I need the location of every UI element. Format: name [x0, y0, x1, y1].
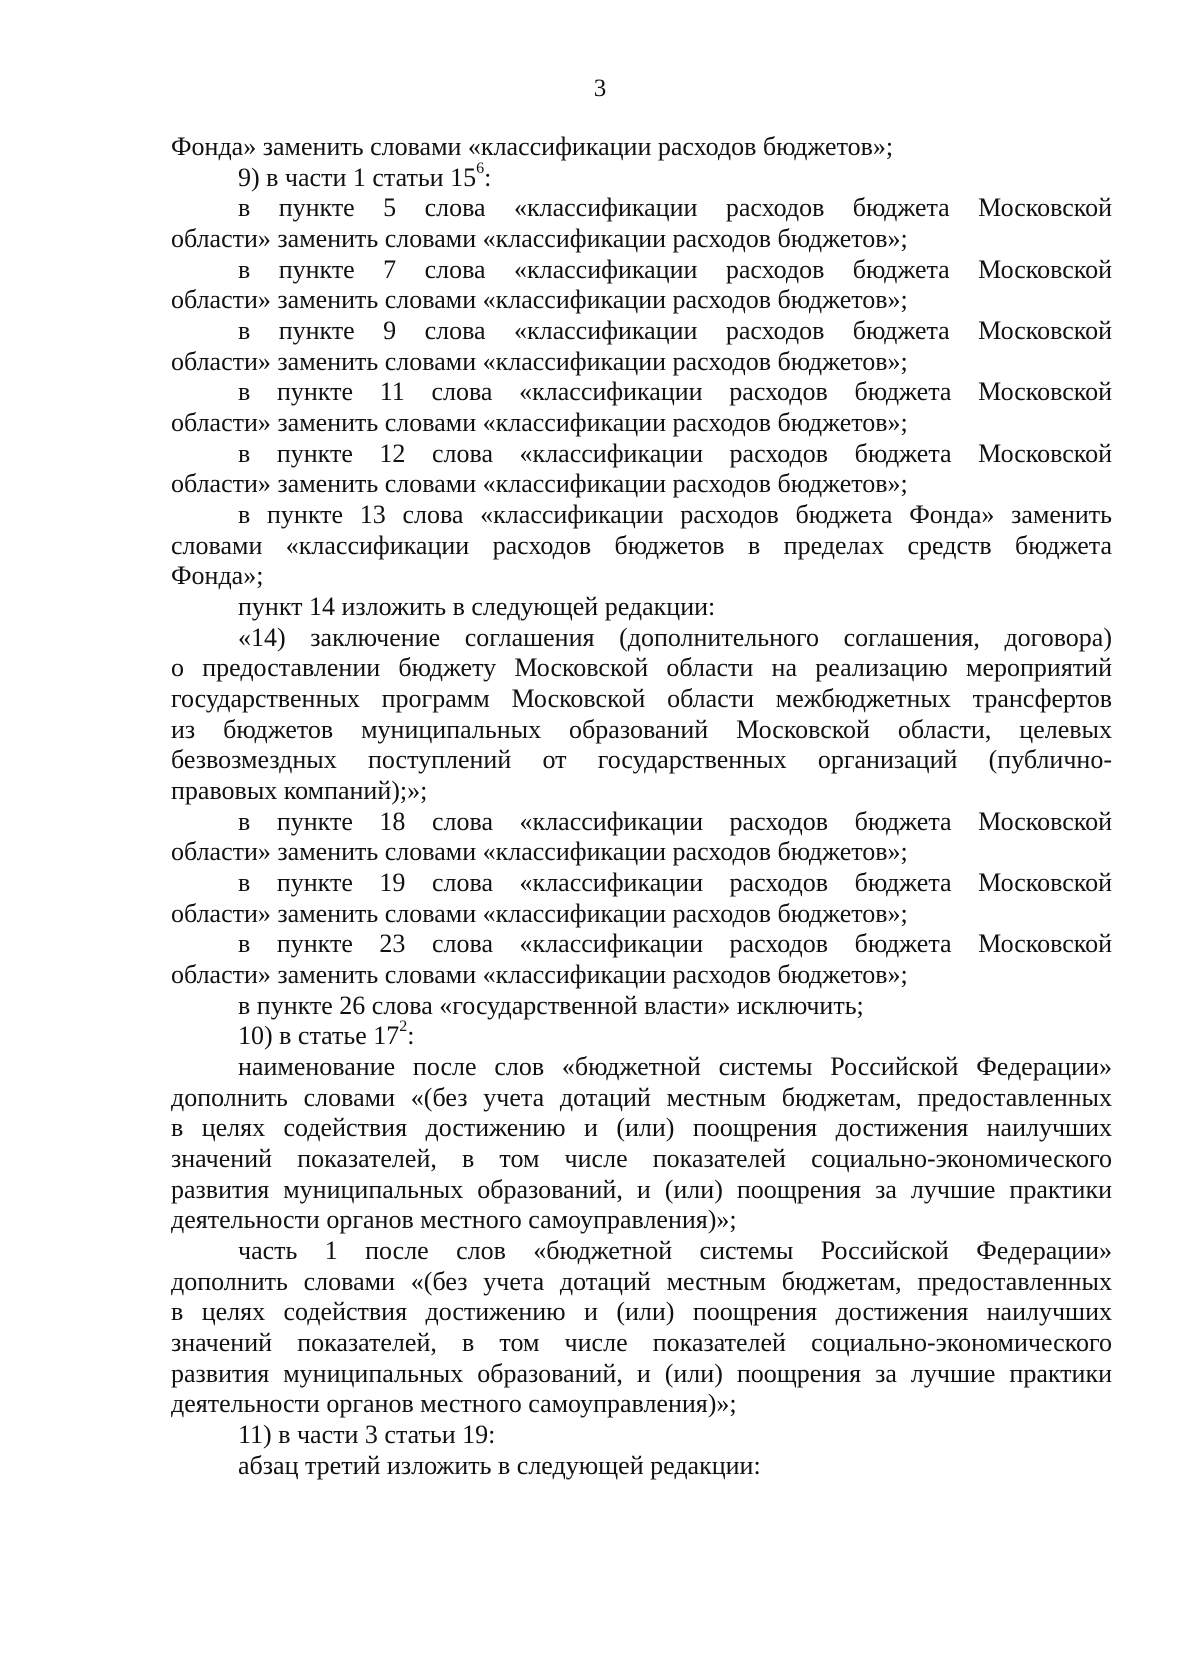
line-text: области» заменить словами «классификации расходов бюджетов»;: [171, 469, 908, 498]
line-text: области» заменить словами «классификации расходов бюджетов»;: [171, 837, 908, 866]
text-line: [171, 714, 1112, 746]
line-text: в пункте 11 слова «классификации расходов бюджета Московской: [238, 377, 1112, 406]
line-text: значений показателей, в том числе показателей социально-экономического: [171, 1144, 1112, 1173]
text-line: [171, 1296, 1112, 1328]
text-line: [238, 990, 864, 1022]
text-line: [238, 1051, 1112, 1083]
line-text: области» заменить словами «классификации расходов бюджетов»;: [171, 899, 908, 928]
line-text: часть 1 после слов «бюджетной системы Российской Федерации»: [238, 1236, 1112, 1265]
text-line: [171, 530, 1112, 562]
line-text: в пункте 12 слова «классификации расходов бюджета Московской: [238, 439, 1112, 468]
text-line: [238, 1235, 1112, 1267]
text-line: [171, 1266, 1112, 1298]
line-text: в целях содействия достижению и (или) поощрения достижения наилучших: [171, 1297, 1112, 1326]
text-line: [171, 1082, 1112, 1114]
text-line: [171, 683, 1112, 715]
text-line: [171, 959, 908, 991]
line-text: деятельности органов местного самоуправления)»;: [171, 1389, 737, 1418]
text-line: [171, 346, 908, 378]
line-text: наименование после слов «бюджетной системы Российской Федерации»: [238, 1052, 1112, 1081]
text-line: [238, 1419, 495, 1451]
line-text: дополнить словами «(без учета дотаций местным бюджетам, предоставленных: [171, 1083, 1112, 1112]
text-line: [238, 192, 1112, 224]
line-text: «14) заключение соглашения (дополнительного соглашения, договора): [238, 623, 1112, 652]
text-line: [171, 284, 908, 316]
line-tail: :: [484, 163, 492, 192]
line-text: в пункте 23 слова «классификации расходов бюджета Московской: [238, 929, 1112, 958]
line-text: значений показателей, в том числе показателей социально-экономического: [171, 1328, 1112, 1357]
line-text: Фонда»;: [171, 561, 264, 590]
line-text: Фонда» заменить словами «классификации расходов бюджетов»;: [171, 132, 894, 161]
line-text: государственных программ Московской области межбюджетных трансфертов: [171, 684, 1112, 713]
line-text: правовых компаний);»;: [171, 776, 428, 805]
text-line: [171, 1112, 1112, 1144]
text-line: [238, 867, 1112, 899]
line-text: в пункте 19 слова «классификации расходов бюджета Московской: [238, 868, 1112, 897]
line-text: развития муниципальных образований, и (или) поощрения за лучшие практики: [171, 1175, 1112, 1204]
line-text: в пункте 7 слова «классификации расходов бюджета Московской: [238, 255, 1112, 284]
text-line: [238, 376, 1112, 408]
text-line: [238, 591, 715, 623]
line-text: 10) в статье 17: [238, 1021, 400, 1050]
line-text: в целях содействия достижению и (или) поощрения достижения наилучших: [171, 1113, 1112, 1142]
line-text: дополнить словами «(без учета дотаций местным бюджетам, предоставленных: [171, 1267, 1112, 1296]
text-line: [238, 499, 1112, 531]
text-line: [171, 1358, 1112, 1390]
text-line: [171, 1388, 737, 1420]
superscript-index: 2: [399, 1018, 408, 1036]
text-line: [171, 131, 893, 163]
text-line: [171, 836, 908, 868]
line-text: в пункте 13 слова «классификации расходов бюджета Фонда» заменить: [238, 500, 1112, 529]
text-line: [238, 806, 1112, 838]
line-text: в пункте 9 слова «классификации расходов бюджета Московской: [238, 316, 1112, 345]
line-text: развития муниципальных образований, и (или) поощрения за лучшие практики: [171, 1359, 1112, 1388]
text-line: [171, 1327, 1112, 1359]
line-text: 11) в части 3 статьи 19:: [238, 1420, 496, 1449]
text-line: [171, 1204, 737, 1236]
line-tail: :: [407, 1021, 415, 1050]
line-text: области» заменить словами «классификации расходов бюджетов»;: [171, 960, 908, 989]
text-line: [171, 223, 908, 255]
line-text: безвозмездных поступлений от государственных организаций (публично-: [171, 745, 1112, 774]
line-text: 9) в части 1 статьи 15: [238, 163, 477, 192]
line-text: словами «классификации расходов бюджетов в пределах средств бюджета: [171, 531, 1112, 560]
text-line: [238, 315, 1112, 347]
line-text: области» заменить словами «классификации расходов бюджетов»;: [171, 224, 908, 253]
text-line: [238, 438, 1112, 470]
line-text: деятельности органов местного самоуправления)»;: [171, 1205, 737, 1234]
superscript-index: 6: [476, 160, 485, 178]
text-line: [171, 652, 1112, 684]
text-line: [171, 898, 908, 930]
line-text: области» заменить словами «классификации расходов бюджетов»;: [171, 285, 908, 314]
text-line: [171, 775, 427, 807]
line-text: из бюджетов муниципальных образований Московской области, целевых: [171, 715, 1112, 744]
text-line: [238, 928, 1112, 960]
text-line: [238, 1020, 415, 1052]
text-line: [171, 1174, 1112, 1206]
text-line: [171, 560, 263, 592]
line-text: в пункте 18 слова «классификации расходов бюджета Московской: [238, 807, 1112, 836]
text-line: [238, 622, 1112, 654]
text-line: [238, 162, 491, 194]
line-text: абзац третий изложить в следующей редакции:: [238, 1451, 761, 1480]
text-line: [171, 407, 908, 439]
text-line: [238, 1450, 761, 1482]
text-line: [238, 254, 1112, 286]
line-text: в пункте 26 слова «государственной власти» исключить;: [238, 991, 864, 1020]
line-text: в пункте 5 слова «классификации расходов бюджета Московской: [238, 193, 1112, 222]
page-number: 3: [593, 75, 607, 102]
line-text: области» заменить словами «классификации расходов бюджетов»;: [171, 347, 908, 376]
text-line: [171, 1143, 1112, 1175]
line-text: области» заменить словами «классификации расходов бюджетов»;: [171, 408, 908, 437]
line-text: пункт 14 изложить в следующей редакции:: [238, 592, 716, 621]
text-line: [171, 744, 1112, 776]
text-line: [171, 468, 908, 500]
line-text: о предоставлении бюджету Московской области на реализацию мероприятий: [171, 653, 1112, 682]
